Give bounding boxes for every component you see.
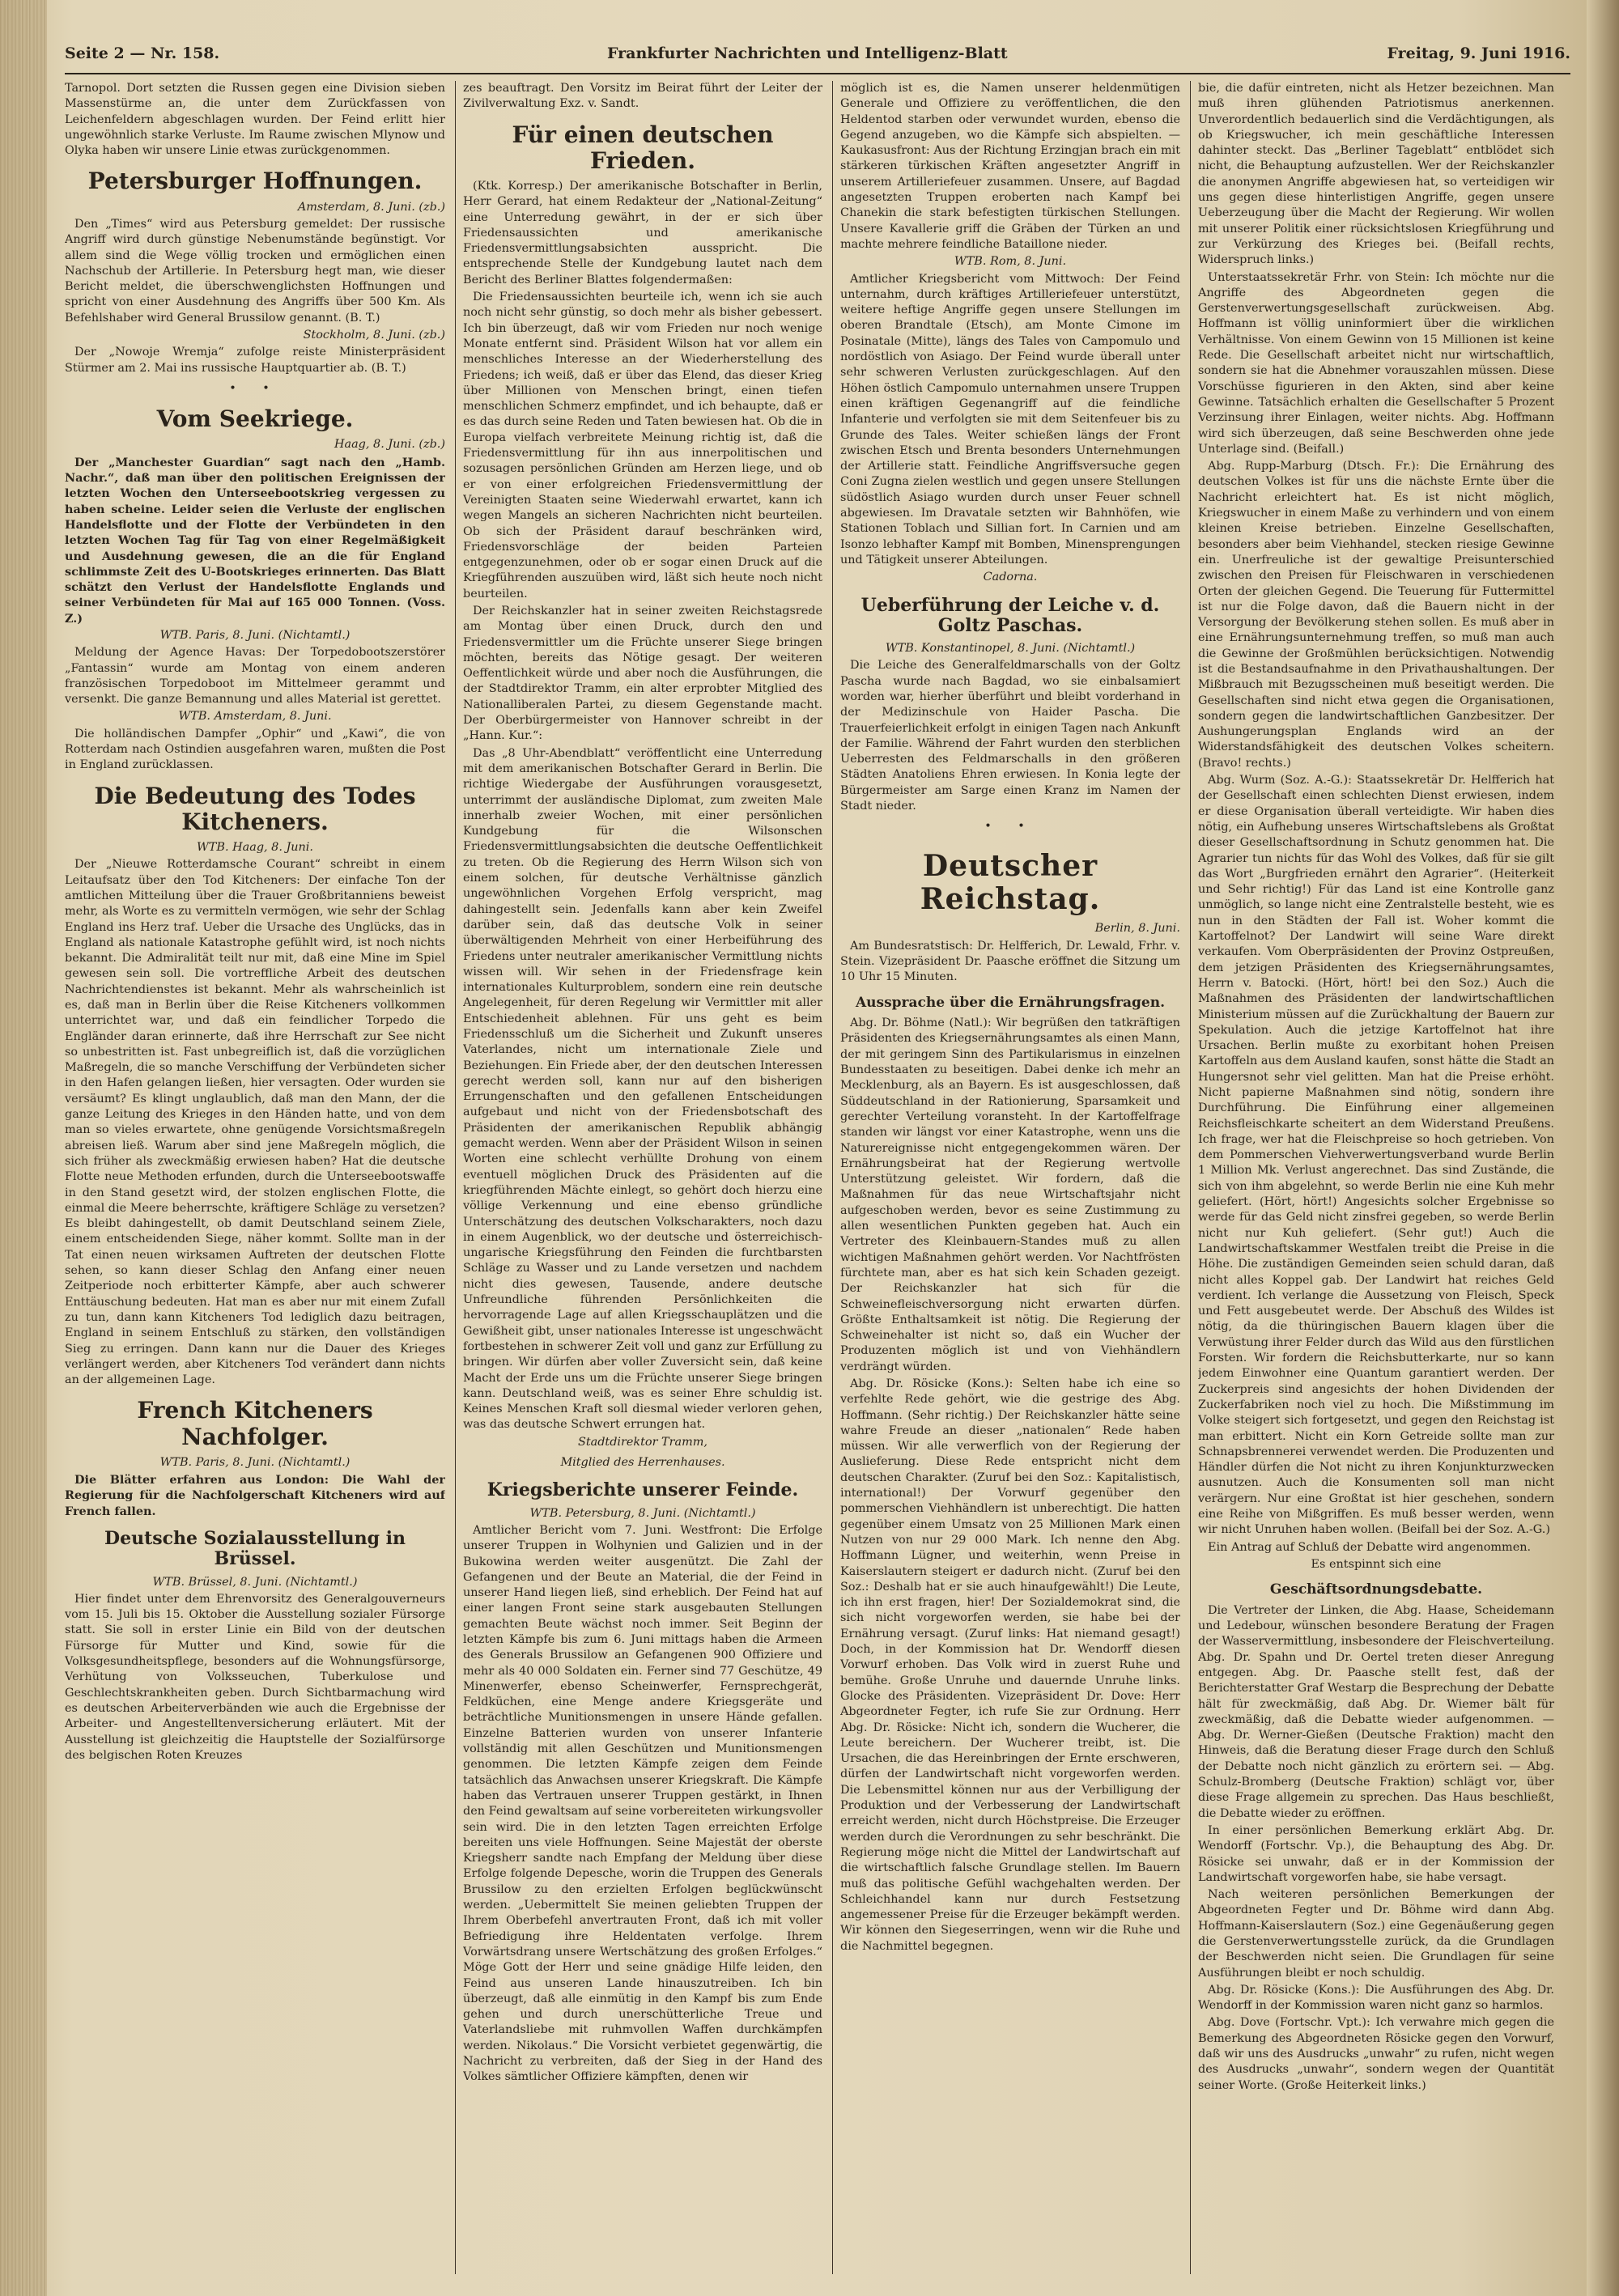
issue-date: Freitag, 9. Juni 1916. <box>1387 45 1570 62</box>
paragraph: Amtlicher Kriegsbericht vom Mittwoch: Der Feind unternahm, durch kräftiges Artilleriefeuer unterstützt, weitere heftige Angriffe gegen unsere Stellungen im oberen Brandtale (Etsch), am Monte Cimone im Posinatale (Mitte), längs des Tales von Campomulo und nordöstlich von Asiago. Der Feind wurde überall unter sehr schweren Verlusten zurückgeschlagen. Auf den Höhen östlich Campomulo unternahmen unsere Truppen einen kräftigen Gegenangriff auf die feindliche Infanterie und verfolgten sie mit dem Seitenfeuer bis zu Grunde des Tales. Weiter schießen längs der Front zwischen Etsch und Brenta besonders Unternehmungen der Artillerie statt. Feindliche Angriffsversuche gegen Coni Zugna zielen westlich und gegen unsere Stellungen südöstlich Asiago wurden durch unser Feuer schnell abgewiesen. Im Dravatale setzten wir Bahnhöfen, wie Stationen Toblach und Sillian fort. In Carnien und am Isonzo lebhafter Kampf mit Bomben, Minensprengungen und Tätigkeit unserer Abteilungen. <box>840 272 1180 567</box>
paragraph: Nach weiteren persönlichen Bemerkungen der Abgeordneten Fegter und Dr. Böhme wird dann Abg. Hoffmann-Kaiserslautern (Soz.) eine Gegenäußerung gegen die Gerstenverwertungsstelle zurück, da die Grundlagen der Beschwerden nicht seien. Die Grundlagen für seine Ausführungen bleibt er noch schuldig. <box>1198 1888 1554 1980</box>
article-continuation: bie, die dafür eintreten, nicht als Hetzer bezeichnen. Man muß ihren glühenden Patriotismus anerkennen. Unverordentlich bedauerlich sind die Verdächtigungen, als ob Kriegswucher, ich mein geschäftliche Interessen dahinter steckt. Das „Berliner Tageblatt“ entblödet sich nicht, die Behauptung aufzustellen. Wer der Reichskanzler die anonymen Angriffe abgewiesen hat, so verteidigen wir uns gegen diese hinterlistigen Angriffe, gegen unsere Ueberzeugung über die Macht der Regierung. Wir wollen mit unserer Politik einer rücksichtslosen Kriegführung und zur Verkürzung des Krieges bei. (Beifall rechts, Widerspruch links.) <box>1198 82 1554 267</box>
paragraph: Den „Times“ wird aus Petersburg gemeldet: Der russische Angriff wird durch günstige Nebenumstände begünstigt. Vor allem sind die Wege völlig trocken und ermöglichen einen Nachschub der Artillerie. In Petersburg hegt man, wie dieser Bericht meldet, die überschwenglichsten Hoffnungen und spricht von einer Ausdehnung des Angriffs über 500 Km. Als Befehlshaber wird General Brussilow genannt. (B. T.) <box>65 217 445 325</box>
paragraph: Abg. Dr. Böhme (Natl.): Wir begrüßen den tatkräftigen Präsidenten des Kriegsernährungsamtes als einen Mann, der mit geringem Sinn des Partikularismus in einzelnen Bundesstaaten zu beseitigen. Dabei denke ich mehr an Mecklenburg, als an Bayern. Es ist ausgeschlossen, daß Süddeutschland in der Rationierung, Sparsamkeit und gerechter Verteilung voransteht. In der Kartoffelfrage standen wir längst vor einer Katastrophe, wenn uns die Naturereignisse nicht entgegengekommen wären. Der Ernährungsbeirat hat der Regierung wertvolle Unterstützung geleistet. Wir fordern, daß die Maßnahmen für das neue Wirtschaftsjahr nicht aufgeschoben werden, bevor es seine Zustimmung zu allen wesentlichen Punkten gegeben hat. Auch ein Vertreter des Kleinbauern-Standes muß zu allen wichtigen Maßnahmen gehört werden. Vor Nachtfrösten fürchtete man, aber es hat sich kein Schaden gezeigt. Der Reichskanzler hat sich für die Schweinefleischversorgung nicht erwarten dürfen. Größte Enthaltsamkeit ist nötig. Die Regierung der Schweinehalter ist nicht so, daß ein Wucher der Produzenten möglich ist und von Viehhändlern verdrängt würden. <box>840 1016 1180 1373</box>
paragraph: Abg. Dove (Fortschr. Vpt.): Ich verwahre mich gegen die Bemerkung des Abgeordneten Rösicke gegen den Vorwurf, daß wir uns des Ausdrucks „unwahr“ zu rufen, nicht wegen des Ausdrucks „unwahr“, sondern wegen der Quantität seiner Worte. (Große Heiterkeit links.) <box>1198 2016 1554 2092</box>
paragraph: Es entspinnt sich eine <box>1311 1557 1442 1571</box>
headline-kriegsberichte-unserer-feinde: Kriegsberichte unserer Feinde. <box>487 1479 799 1501</box>
headline-vom-seekriege: Vom Seekriege. <box>156 405 354 433</box>
paragraph: Amtlicher Bericht vom 7. Juni. Westfront: Die Erfolge unserer Truppen in Wolhynien und Galizien und in der Bukowina werden weiter ausgenützt. Die Zahl der Gefangenen und der Beute an Material, die der Feind in unserer Hand liegen ließ, sind erheblich. Der Feind hat auf einer langen Front seine stark ausgebauten Stellungen gemachten Beute wächst noch immer. Seit Beginn der letzten Kämpfe bis zum 6. Juni mittags haben die Armeen des Generals Brussilow an Gefangenen 900 Offiziere und mehr als 40 000 Soldaten ein. Ferner sind 77 Geschütze, 49 Minenwerfer, ebenso Scheinwerfer, Fernsprechgerät, Feldküchen, eine Menge andere Kriegsgeräte und beträchtliche Munitionsmengen in unsere Hände gefallen. Einzelne Batterien wurden von unserer Infanterie vollständig mit allen Geschützen und Munitionsmengen genommen. Die letzten Kämpfe zeigen dem Feinde tatsächlich das Anwachsen unserer Kriegskraft. Die Kämpfe haben das Vertrauen unserer Truppen gestärkt, in Ihnen den Feind gewaltsam auf seine vorbereiteten wirkungsvoller sein wird. Die in den letzten Tagen erreichten Erfolge bereiten uns viele Hoffnungen. Seine Majestät der oberste Kriegsherr sandte nach Empfang der Meldung über diese Erfolge folgende Depesche, worin die Truppen des Generals Brussilow zu den erzielten Erfolgen beglückwünscht werden. „Uebermittelt Sie meinen geliebten Truppen der Ihrem Oberbefehl anvertrauten Front, daß ich mit voller Befriedigung ihre Heldentaten verfolge. Ihrem Vorwärtsdrang unsere Wertschätzung des großen Erfolges.“ Möge Gott der Herr und seine gnädige Hilfe leiden, den Feind aus unseren Lande hinauszutreiben. Ich bin überzeugt, daß alle einmütig in den Kampf bis zum Ende gehen und durch unerschütterliche Treue und Vaterlandsliebe mit ruhmvollen Waffen durchkämpfen werden. Nikolaus.“ Die Vorsicht verbietet gegenwärtig, die Nachricht zu verbreiten, daß der Sieg in der Hand des Volkes sämtlicher Offiziere kämpften, denen wir <box>463 1523 822 2084</box>
dateline: WTB. Brüssel, 8. Juni. (Nichtamtl.) <box>152 1575 358 1589</box>
paragraph: Der „Manchester Guardian“ sagt nach den „Hamb. Nachr.“, daß man über den politischen Ereignissen der letzten Wochen den Unterseebootskrieg vergessen zu haben scheine. Leider seien die Verluste der englischen Handelsflotte und der Flotte der Verbündeten in den letzten Wochen Tag für Tag von einer Regelmäßigkeit und Ausdehnung gewesen, die an die für England schlimmste Zeit des U-Bootskrieges erinnerten. Das Blatt schätzt den Verlust der Handelsflotte Englands und seiner Verbündeten für Mai auf 165 000 Tonnen. (Voss. Z.) <box>65 455 445 626</box>
paragraph: Die Blätter erfahren aus London: Die Wahl der Regierung für die Nachfolgerschaft Kitcheners wird auf French fallen. <box>65 1473 445 1518</box>
paragraph: Der „Nowoje Wremja“ zufolge reiste Ministerpräsident Stürmer am 2. Mai ins russische Hauptquartier ab. (B. T.) <box>65 346 445 375</box>
section-separator: • • <box>229 381 281 395</box>
column-rule <box>1190 81 1191 2274</box>
paragraph: Abg. Rupp-Marburg (Dtsch. Fr.): Die Ernährung des deutschen Volkes ist für uns die nächste Ernte über die Nachricht erleichtert hat. Es ist nicht möglich, Kriegswucher in einem Maße zu verhindern und von einem kleinen Kreise betrieben. Einzelne Gesellschaften, besonders aber beim Viehhandel, stecken riesige Gewinne ein. Unerfreuliche ist der gewaltige Preisunterschied zwischen den Preisen für Fleischwaren in verschiedenen Orten der gleichen Gegend. Die Teuerung für Futtermittel ist nur die Folge davon, daß die Bauern nicht in der Versorgung der Bevölkerung stehen sollen. Es muß aber in eine Ernährungsunternehmung treffen, so muß man auch die Gewinne der Großmühlen berücksichtigen. Notwendig ist die Bestandsaufnahme in den Privathaushaltungen. Der Mißbrauch mit Bezugsscheinen muß beseitigt werden. Die Gesellschaften sind nicht etwa gegen die Organisationen, sondern gegen die landwirtschaftlichen Ganzbesitzer. Der Aushungerungsplan Englands wird an der Widerstandsfähigkeit des deutschen Volkes scheitern. (Bravo! rechts.) <box>1198 460 1554 770</box>
column-3 <box>840 81 1180 2274</box>
paragraph: In einer persönlichen Bemerkung erklärt Abg. Dr. Wendorff (Fortschr. Vp.), die Behauptung des Abg. Dr. Rösicke sei unwahr, daß er in der Kommission der Landwirtschaft vorgeworfen habe, sie habe versagt. <box>1198 1823 1554 1884</box>
headline-ueberfuehrung-leiche-goltz: Ueberführung der Leiche v. d. Goltz Paschas. <box>860 594 1160 636</box>
dateline: Haag, 8. Juni. (zb.) <box>334 438 445 452</box>
paragraph: Der Reichskanzler hat in seiner zweiten Reichstagsrede am Montag über einen Druck, durch den und Friedensvermittler um die Früchte unserer Siege bringen möchten, bereits das Nötige gesagt. Der weiteren Oeffentlichkeit würde und aber noch die Ausführungen, die der Stadtdirektor Tramm, ein alter erprobter Mitglied des Nationalliberalen Partei, zu diesem Gegenstande macht. Der Oberbürgermeister von Hannover schreibt in der „Hann. Kur.“: <box>463 604 822 743</box>
column-rule <box>455 81 456 2274</box>
paragraph: Abg. Dr. Rösicke (Kons.): Selten habe ich eine so verfehlte Rede gehört, wie die gestrige des Abg. Hoffmann. (Sehr richtig.) Der Reichskanzler hätte seine wahre Freude an dieser „nationalen“ Rede haben müssen. Wir alle verwerflich von der Regierung der Auslieferung. Diese Rede entspricht nicht dem deutschen Charakter. (Zuruf bei den Soz.: Kapitalistisch, international!) Der Vorwurf gegenüber den pommerschen Viehhändlern ist unberechtigt. Die hatten gegenüber einem Umsatz von 25 Millionen Mark einen Nutzen von nur 29 000 Mark. Ich nenne den Abg. Hoffmann Lügner, und weiterhin, wenn Preise in Kaiserslautern steigert er dadurch nicht. (Zuruf bei den Soz.: Deshalb hat er sie auch hinaufgewählt!) Die Leute, ich ihn erst fragen, hier! Der Sozialdemokrat sind, die sich nicht vorgeworfen werden, sie habe bei der Ernährung versagt. (Zuruf links: Hat niemand gesagt!) Doch, in der Kommission hat Dr. Wendorff diesen Vorwurf erhoben. Das Volk wird in zuerst Ruhe und bemühe. Große Unruhe und dauernde Unruhe links. Glocke des Präsidenten. Vizepräsident Dr. Dove: Herr Abgeordneter Fegter, ich rufe Sie zur Ordnung. Herr Abg. Dr. Rösicke: Nicht ich, sondern die Wucherer, die Leute bereichern. Der Wucherer treibt, ist. Die Ursachen, die das Hereinbringen der Ernte erschweren, dürfen der Landwirtschaft nicht vorgeworfen werden. Die Lebensmittel können nur aus der Verbilligung der Produktion und der Verbesserung der Landwirtschaft erreicht werden, nicht durch Höchstpreise. Die Erzeuger werden durch die Verordnungen zu sehr beschränkt. Die Regierung möge nicht die Mittel der Landwirtschaft auf die wirtschaftlich falsche Grundlage stellen. Im Bauern muß das politische Gefühl wachgehalten werden. Der Schleichhandel kann nur durch Festsetzung angemessener Preise für die Erzeuger bekämpft werden. Wir können den Siegeserringen, wenn wir die Ruhe und die Nachmittel begegnen. <box>840 1377 1180 1953</box>
headline-petersburger-hoffnungen: Petersburger Hoffnungen. <box>87 168 423 195</box>
header-rule <box>65 73 1570 74</box>
headline-sozialausstellung-bruessel: Deutsche Sozialausstellung in Brüssel. <box>104 1527 406 1570</box>
column-2 <box>463 81 822 2274</box>
page-number: Seite 2 — Nr. 158. <box>65 45 220 62</box>
article-continuation: zes beauftragt. Den Vorsitz im Beirat führt der Leiter der Zivilverwaltung Exz. v. Sandt. <box>463 82 822 111</box>
dateline: WTB. Paris, 8. Juni. (Nichtamtl.) <box>159 1455 351 1469</box>
paragraph: (Ktk. Korresp.) Der amerikanische Botschafter in Berlin, Herr Gerard, hat einem Redakteur der „National-Zeitung“ eine Unterredung gewährt, in der er sich über Friedensaussichten und amerikanische Friedensvermittlungsabsichten ausspricht. Die entsprechende Stelle der Kundgebung lautet nach dem Bericht des Berliner Blattes folgendermaßen: <box>463 179 822 286</box>
article-continuation: möglich ist es, die Namen unserer heldenmütigen Generale und Offiziere zu veröffentlichen, die den Heldentod starben oder verwundet wurden, ebenso die Gegend anzugeben, wo die Kämpfe sich abspielten. — Kaukasusfront: Aus der Richtung Erzingjan brach ein mit stärkeren türkischen Kräften angesetzter Angriff in unserem Artilleriefeuer zusammen. Unsere, auf Bagdad angesetzten Truppen eroberten nach Kampf bei Chanekin die stark befestigten türkischen Stellungen. Unsere Kavallerie griff die Gräben der Türken an und machte mehrere feindliche Bataillone nieder. <box>840 82 1180 251</box>
headline-bedeutung-todes-kitcheners: Die Bedeutung des Todes Kitcheners. <box>94 782 416 835</box>
paragraph: Der „Nieuwe Rotterdamsche Courant“ schreibt in einem Leitaufsatz über den Tod Kitcheners: Der einfache Ton der amtlichen Mitteilung über die Trauer Großbritanniens beweist mehr, als Worte es zu vermitteln vermögen, wie sehr der Schlag England ins Herz traf. Ueber die Ursache des Unglücks, das in England als nationale Katastrophe gefühlt wird, ist noch nichts bekannt. Die Admiralität teilt nur mit, daß eine Mine im Spiel gewesen sein soll. Die vortreffliche Arbeit des deutschen Nachrichtendienstes ist bekannt. Mehr als wahrscheinlich ist es, daß man in Berlin über die Reise Kitcheners vollkommen unterrichtet war, und daß ein feindlicher Torpedo die Engländer daran erinnerte, daß ihre Herrschaft zur See nicht so unbestritten ist. Fast unbegreiflich ist, daß die vorzüglichen Maßregeln, die so manche Verschiffung der Verbündeten sicher in den Hafen gelangen ließen, hier versagten. Oder wurden sie versäumt? Es klingt unglaublich, daß man den Mann, der die ganze Leitung des Krieges in den Händen hatte, und von dem man so vieles erwartete, ohne genügende Vorsichtsmaßregeln abreisen ließ. Warum aber sind jene Maßregeln möglich, die sich früher als zweckmäßig erwiesen haben? Hat die deutsche Flotte neue Methoden erfunden, durch die Unterseebootswaffe in den Stand gesetzt wird, der stolzen englischen Flotte, die einmal die Meere beherrschte, kräftigere Schläge zu versetzen? Es bleibt dahingestellt, ob damit Deutschland seinem Ziele, einem entscheidenden Siege, näher kommt. Sollte man in der Tat einen neuen wirksamen Auftreten der deutschen Flotte sehen, so kann dieser Schlag den Anfang einer neuen Zeitperiode noch erbitterter Kämpfe, aber auch schwerer Enttäuschung bedeuten. Hat man es aber nur mit einem Zufall zu tun, dann kann Kitcheners Tod lediglich dazu beitragen, England in seinem Entschluß zu stärken, den vollständigen Sieg zu erringen. Dann kann nur die Dauer des Krieges verlängert werden, aber Kitcheners Tod verändert dann nichts an der allgemeinen Lage. <box>65 858 445 1387</box>
column-1 <box>65 81 445 2274</box>
dateline: WTB. Konstantinopel, 8. Juni. (Nichtamtl.) <box>885 642 1136 656</box>
dateline: WTB. Paris, 8. Juni. (Nichtamtl.) <box>159 628 351 642</box>
paragraph: Hier findet unter dem Ehrenvorsitz des Generalgouverneurs vom 15. Juli bis 15. Oktober die Ausstellung sozialer Fürsorge statt. Sie soll in erster Linie ein Bild von der deutschen Fürsorge für Mutter und Kind, sowie für die Volksgesundheitspflege, besonders auf die Wohnungsfürsorge, Verhütung von Volksseuchen, Tuberkulose und Geschlechtskrankheiten geben. Durch Sichtbarmachung wird es deutschen Arbeiterverbänden wie auch die Ergebnisse der Arbeiter- und Angestelltenversicherung erläutert. Mit der Ausstellung ist gleichzeitig die Hauptstelle der Sozialfürsorge des belgischen Roten Kreuzes <box>65 1592 445 1762</box>
headline-french-kitcheners-nachfolger: French Kitcheners Nachfolger. <box>137 1397 373 1450</box>
page-header <box>65 45 1570 77</box>
paragraph: Das „8 Uhr-Abendblatt“ veröffentlicht eine Unterredung mit dem amerikanischen Botschafter Gerard in Berlin. Die richtige Wiedergabe der Ausführungen vorausgesetzt, unterrimmt der ausländische Diplomat, zum zweiten Male innerhalb zweier Wochen, mit einer persönlichen Kundgebung für die Wilsonschen Friedensvermittlungsabsichten die deutsche Oeffentlichkeit zu treten. Ob die Regierung des Herrn Wilson sich von einem solchen, für deutsche Verhältnisse gänzlich ungewöhnlichen Vorgehen Erfolg verspricht, mag dahingestellt sein. Jedenfalls kann aber kein Zweifel darüber sein, daß das deutsche Volk in seiner überwältigenden Mehrheit von einer Herbeiführung des Friedens unter neutraler amerikanischer Vermittlung nichts wissen will. Wir sehen in der Friedensfrage kein internationales Kulturproblem, sondern eine rein deutsche Angelegenheit, für deren Regelung wir Vermittler mit aller Entschiedenheit ablehnen. Für uns geht es beim Friedensschluß um die Sicherheit und Zukunft unseres Vaterlandes, nicht um internationale Ziele und Beziehungen. Ein Friede aber, der den deutschen Interessen gerecht werden soll, kann nur auf den bisherigen Errungenschaften und den gefallenen Entscheidungen aufgebaut und nicht von der Friedensbotschaft des Präsidenten der amerikanischen Republik abhängig gemacht werden. Wenn aber der Präsident Wilson in seinen Worten eine schlecht verhüllte Drohung von einem eventuell möglichen Druck des Präsidenten auf die kriegführenden Mächte einlegt, so gehört doch hierzu eine völlige Verkennung und eine ebenso gründliche Unterschätzung des deutschen Volkscharakters, noch dazu in einem Augenblick, wo der deutsche und österreichisch-ungarische Kriegsführung den Feinden die furchtbarsten Schläge zu Wasser und zu Lande versetzen und nachdem nicht dies gewesen, Tausende, andere deutsche Unfreundliche führenden Persönlichkeiten die hervorragende Lage auf allen Kriegsschauplätzen und die Gewißheit gibt, unser nationales Interesse ist ungeschwächt fortbestehen in schwerer Zeit voll und ganz zur Erfüllung zu bringen. Wir dürfen aber voller Zuversicht sein, daß keine Macht der Erde uns um die Früchte unserer Siege bringen kann. Deutschland weiß, was es seiner Ehre schuldig ist. Keines Menschen Kraft soll diesmal wieder verloren gehen, was das deutsche Schwert errungen hat. <box>463 746 822 1432</box>
dateline: WTB. Amsterdam, 8. Juni. <box>178 710 332 724</box>
headline-fuer-einen-deutschen-frieden: Für einen deutschen Frieden. <box>512 121 774 174</box>
dateline: Berlin, 8. Juni. <box>1094 922 1180 936</box>
column-rule <box>832 81 833 2274</box>
paragraph: Unterstaatssekretär Frhr. von Stein: Ich möchte nur die Angriffe des Abgeordneten gegen die Gerstenverwertungsgesellschaft zurückweisen. Abg. Hoffmann ist völlig uninformiert über die wirklichen Verhältnisse. Von einem Gewinn von 15 Millionen ist keine Rede. Die Gesellschaft arbeitet nicht nur wirtschaftlich, sondern sie hat die Abnehmer vorauszahlen müssen. Diese Vorschüsse figurieren in den Akten, sind aber keine Gewinne. Tatsächlich erhalten die Gesellschafter 5 Prozent Verzinsung ihrer Einlagen, weiter nichts. Abg. Hoffmann wird sich überzeugen, daß seine Beschwerden ohne jede Unterlage sind. (Beifall.) <box>1198 270 1554 456</box>
headline-deutscher-reichstag: Deutscher Reichstag. <box>920 848 1101 917</box>
paragraph: Die Leiche des Generalfeldmarschalls von der Goltz Pascha wurde nach Bagdad, wo sie einbalsamiert worden war, hierher überführt und bleibt vorderhand in der Medizinschule von Haider Pascha. Die Trauerfeierlichkeit erfolgt in einigen Tagen nach Ankunft der Familie. Während der Fahrt wurden den sterblichen Ueberresten des Feldmarschalls in den größeren Städten Anatoliens Ehren erwiesen. In Konia legte der Bürgermeister am Sarge einen Kranz im Namen der Stadt nieder. <box>840 659 1180 813</box>
signature: Cadorna. <box>983 571 1038 584</box>
paragraph: Am Bundesratstisch: Dr. Helfferich, Dr. Lewald, Frhr. v. Stein. Vizepräsident Dr. Paasche eröffnet die Sitzung um 10 Uhr 15 Minuten. <box>840 939 1180 984</box>
paragraph: Die Friedensaussichten beurteile ich, wenn ich sie auch noch nicht sehr günstig, so doch mehr als bisher gebessert. Ich bin überzeugt, daß wir vom Frieden nur noch wenige Monate entfernt sind. Präsident Wilson hat vor allem ein menschliches Interesse an der Wiederherstellung des Friedens; ich weiß, daß er über das Elend, das dieser Krieg über Millionen von Menschen bringt, einen tiefen menschlichen Schmerz empfindet, und ich behaupte, daß er es das durch seine Reden und Taten bewiesen hat. Ob die in Europa vielfach verbreitete Meinung richtig ist, daß die Friedensvermittlung für ihn aus innerpolitischen und sozusagen persönlichen Gründen am Herzen liege, und ob er von einer erfolgreichen Friedensvermittlung der Vereinigten Staaten seine Wiederwahl erwartet, kann ich wegen Mangels an sicheren Nachrichten nicht beurteilen. Ob sich der Präsident darauf beschränken wird, Friedensvorschläge der beiden Parteien entgegenzunehmen, oder ob er sogar einen Druck auf die Kriegführenden auszuüben wird, läßt sich heute noch nicht beurteilen. <box>463 291 822 601</box>
paragraph: Ein Antrag auf Schluß der Debatte wird angenommen. <box>1208 1540 1532 1554</box>
dateline: WTB. Haag, 8. Juni. <box>197 841 313 855</box>
paragraph: Die holländischen Dampfer „Ophir“ und „Kawi“, die von Rotterdam nach Ostindien ausgefahren waren, mußten die Post in England zurücklassen. <box>65 727 445 772</box>
dateline: WTB. Petersburg, 8. Juni. (Nichtamtl.) <box>529 1506 756 1520</box>
dateline: WTB. Rom, 8. Juni. <box>954 255 1067 269</box>
column-4 <box>1198 81 1554 2274</box>
dateline: Stockholm, 8. Juni. (zb.) <box>303 329 445 342</box>
masthead-title: Frankfurter Nachrichten und Intelligenz-Blatt <box>607 45 1008 62</box>
paragraph: Meldung der Agence Havas: Der Torpedobootszerstörer „Fantassin“ wurde am Montag von einem anderen französischen Torpedoboot im Mittelmeer gerammt und versenkt. Die ganze Bemannung und alles Material ist gerettet. <box>65 646 445 707</box>
paragraph: Abg. Wurm (Soz. A.-G.): Staatssekretär Dr. Helfferich hat der Gesellschaft einen schlechten Dienst erwiesen, indem er diese Organisation überall verteidigte. Wir haben dies nötig, ein Aufhebung unseres Wirtschaftslebens als Großtat dieser Gesellschaftsordnung in Schutz genommen hat. Die Agrarier tun nichts für das Wohl des Volkes, daß für sie gilt das Wort „Burgfrieden ernährt den Agrarier“. (Heiterkeit und Sehr richtig!) Für das Land ist eine Kontrolle ganz unmöglich, so lange nicht eine Zentralstelle besteht, wie es nun in den Städten der Fall ist. Woher kommt die Kartoffelnot? Der Landwirt will seine Ware direkt verkaufen. Vom Oberpräsidenten der Provinz Ostpreußen, dem jetzigen Präsidenten des Kriegsernährungsamtes, Herrn v. Batocki. (Hört, hört! bei den Soz.) Auch die Maßnahmen des Präsidenten der landwirtschaftlichen Ministerium müssen auf die Zurückhaltung der Bauern zur Spekulation. Auch die jetzige Kartoffelnot hat ihre Ursachen. Berlin mußte zu exorbitant hohen Preisen Kartoffeln aus dem Ausland kaufen, sonst hätte die Stadt an Hungersnot sehr viel gelitten. Man hat die Preise erhöht. Nicht papierne Maßnahmen sind nötig, sondern ihre Durchführung. Die Einführung einer allgemeinen Reichsfleischkarte scheitert an dem Widerstand Preußens. Ich frage, wer hat die Fleischpreise so hoch getrieben. Von dem Pommerschen Viehverwertungsverband wurde Berlin 1 Million Mk. Verlust angerechnet. Das sind Zustände, die sich von ihm abgelehnt, so werde Berlin nie eine Kuh mehr geliefert. (Hört, hört!) Angesichts solcher Ergebnisse so werde für das Geld nicht zinsfrei gegeben, so werde Berlin nicht nur Kuh geliefert. (Sehr gut!) Auch die Landwirtschaftskammer Westfalen treibt die Preise in die Höhe. Die zuständigen Gemeinden seien schuld daran, daß nicht alles Koppel gab. Der Landwirt hat reiches Geld verdient. Ich verlange die Aussetzung von Fleisch, Speck und Fett ausgebeutet werde. Der Abschuß des Wildes ist nötig, da die thüringischen Bauern klagen über die Verwüstung ihrer Felder durch das Wild aus den fürstlichen Forsten. Wir fordern die Reichsbutterkarte, nur so kann jedem Einwohner eine Quantum garantiert werden. Der Zuckerpreis sind angesichts der hohen Dividenden der Zuckerfabriken noch viel zu hoch. Die Mißstimmung im Volke steigert sich fortgesetzt, und gegen den Reichstag ist man erbittert. Nicht ein Korn Getreide sollte man zur Schnapsbrennerei verwendet werden. Die Produzenten und Händler dürfen die Not nicht zu ihren Konjunkturzwecken ausnutzen. Auch die Konsumenten soll man nicht verärgern. Nur eine Großtat ist hier geschehen, sondern eine Reihe von Mißgriffen. Es muß besser werden, wenn wir nicht Unruhen haben wollen. (Beifall bei der Soz. A.-G.) <box>1198 774 1554 1537</box>
article-continuation: Tarnopol. Dort setzten die Russen gegen eine Division sieben Massenstürme an, die unter dem Zurückfassen von Leichenfeldern abgeschlagen wurden. Der Feind erlitt hier ungewöhnlich starke Verluste. Im Raume zwischen Mlynow und Olyka haben wir unsere Linie etwas zurückgenommen. <box>65 82 445 158</box>
subheadline-ernaehrungsfragen: Aussprache über die Ernährungsfragen. <box>855 994 1166 1011</box>
subheadline-geschaeftsordnungsdebatte: Geschäftsordnungsdebatte. <box>1269 1581 1483 1598</box>
signature-title: Mitglied des Herrenhauses. <box>560 1456 725 1470</box>
page-edge-shadow <box>1587 0 1619 2296</box>
section-separator: • • <box>984 820 1036 834</box>
signature: Stadtdirektor Tramm, <box>578 1435 708 1449</box>
dateline: Amsterdam, 8. Juni. (zb.) <box>297 200 445 214</box>
paragraph: Abg. Dr. Rösicke (Kons.): Die Ausführungen des Abg. Dr. Wendorff in der Kommission waren nicht ganz so harmlos. <box>1198 1983 1554 2013</box>
book-binding-edge <box>0 0 47 2296</box>
paragraph: Die Vertreter der Linken, die Abg. Haase, Scheidemann und Ledebour, wünschen besondere Beratung der Fragen der Wasservermittlung, insbesondere der Fleischverteilung. Abg. Dr. Spahn und Dr. Oertel treten dieser Anregung entgegen. Abg. Dr. Paasche stellt fest, daß der Berichterstatter Graf Westarp die Besprechung der Debatte hält für zweckmäßig, daß Abg. Dr. Wiemer bält für zweckmäßig, daß die Debatte wieder aufgenommen. — Abg. Dr. Werner-Gießen (Deutsche Fraktion) macht den Hinweis, daß die Beratung dieser Frage durch den Schluß der Debatte noch nicht gänzlich zu erörtern sei. — Abg. Schulz-Bromberg (Deutsche Fraktion) schlägt vor, über diese Frage allgemein zu sprechen. Das Haus beschließt, die Debatte wieder zu eröffnen. <box>1198 1603 1554 1820</box>
